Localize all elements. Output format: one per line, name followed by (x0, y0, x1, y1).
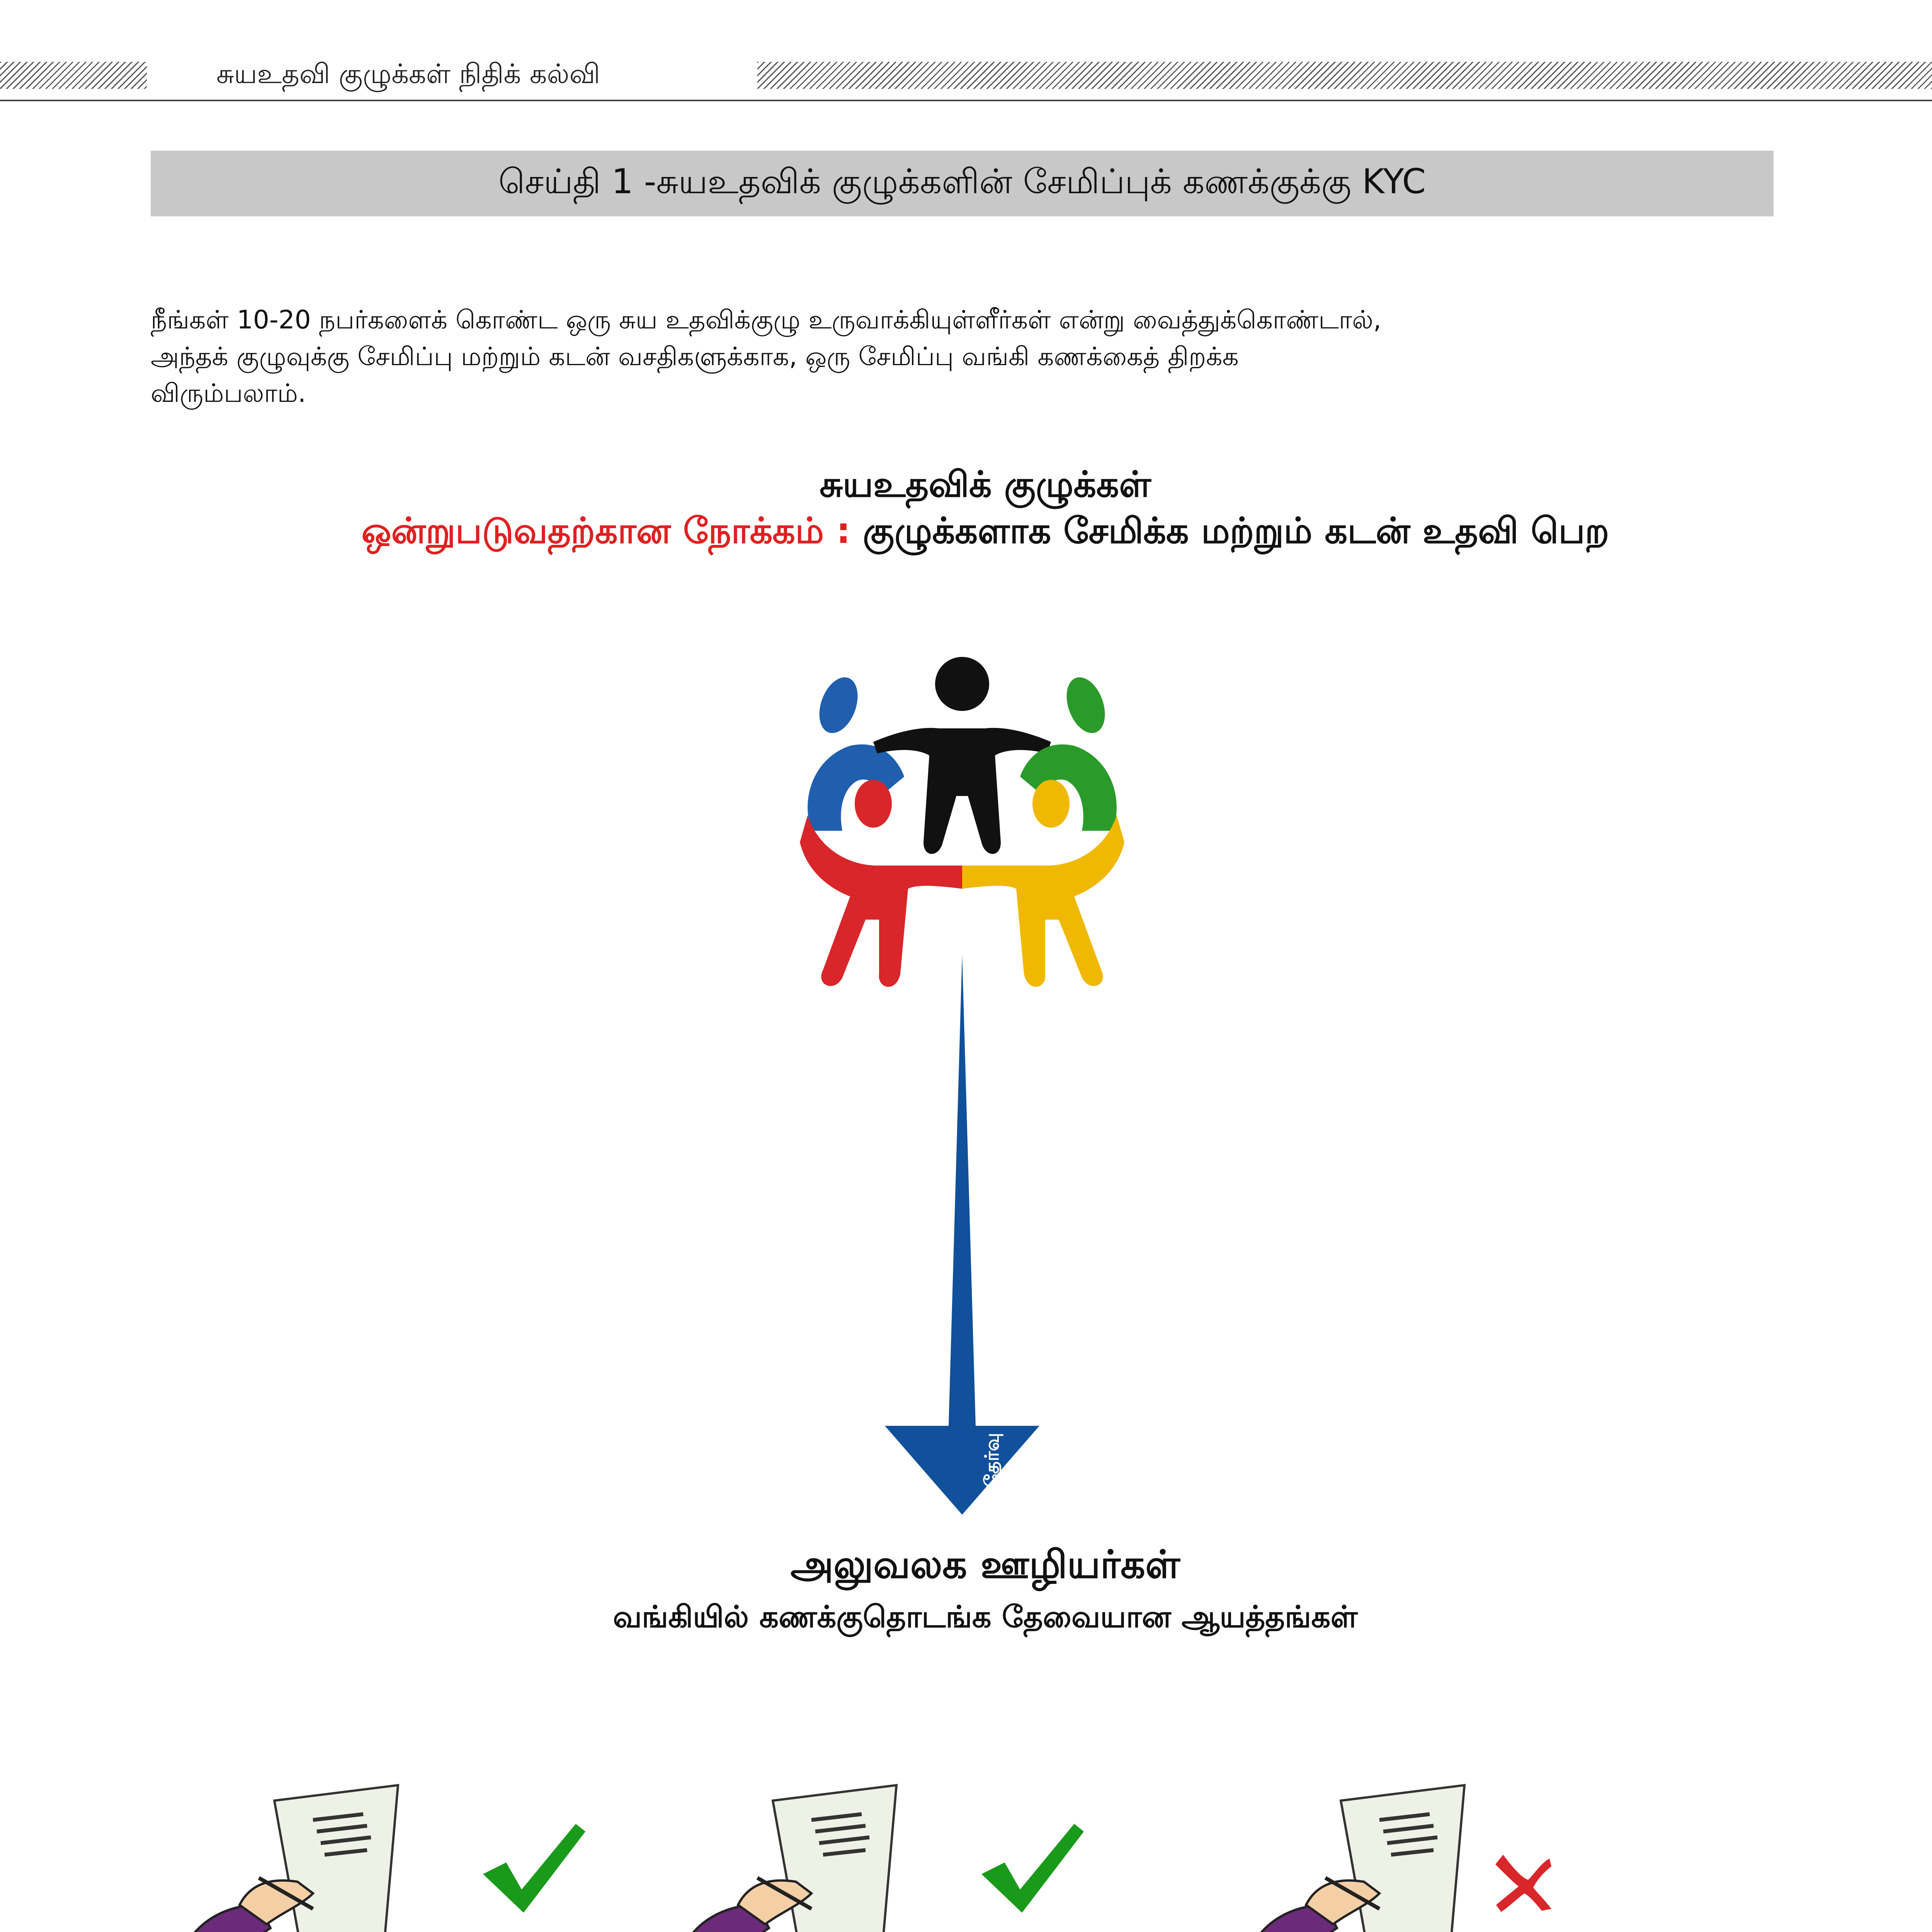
purpose-line (0, 510, 1932, 556)
cross-icon (1492, 1851, 1553, 1913)
header-title: சுயஉதவி குழுக்கள் நிதிக் கல்வி (216, 58, 600, 90)
intro-line: அந்தக் குழுவுக்கு சேமிப்பு மற்றும் கடன் வசதிகளுக்காக, ஒரு சேமிப்பு வங்கி கணக்கைத் திறக்க (151, 342, 1239, 371)
shg-heading: சுயஉதவிக் குழுக்கள் (819, 464, 1151, 505)
arrow-label: தேர்வு / நிர்ணயம் / நியமனம் (980, 1226, 1003, 1488)
intro-line: விரும்பலாம். (151, 378, 306, 408)
signing-document-icon (1248, 1777, 1488, 1932)
signing-document-icon (680, 1777, 920, 1932)
header-rule (0, 100, 1932, 101)
signing-document-icon (182, 1777, 421, 1932)
docs-subheading: வங்கியில் கணக்குதொடங்க தேவையான ஆயத்தங்கள் (613, 1600, 1358, 1634)
intro-line: நீங்கள் 10-20 நபர்களைக் கொண்ட ஒரு சுய உதவிக்குழு உருவாக்கியுள்ளீர்கள் என்று வைத்துக்கொண்டால், (151, 305, 1381, 335)
purpose-label: ஒன்றுபடுவதற்கான நோக்கம் : (361, 510, 851, 551)
section-title: செய்தி 1 -சுயஉதவிக் குழுக்களின் சேமிப்புக் கணக்குக்கு KYC (498, 161, 1426, 201)
section-title-band (151, 151, 1774, 216)
black-person-icon (873, 657, 1051, 854)
intro-paragraph (151, 301, 1774, 412)
header-hatch-right (757, 62, 1932, 89)
header-hatch-left (0, 62, 147, 89)
people-circle-icon (784, 649, 1140, 997)
check-icon (978, 1816, 1086, 1917)
purpose-text: குழுக்களாக சேமிக்க மற்றும் கடன் உதவி பெற (850, 510, 1609, 551)
staff-heading: அலுவலக ஊழியர்கள் (790, 1542, 1180, 1587)
check-icon (479, 1816, 587, 1917)
down-arrow-icon (873, 954, 1051, 1515)
